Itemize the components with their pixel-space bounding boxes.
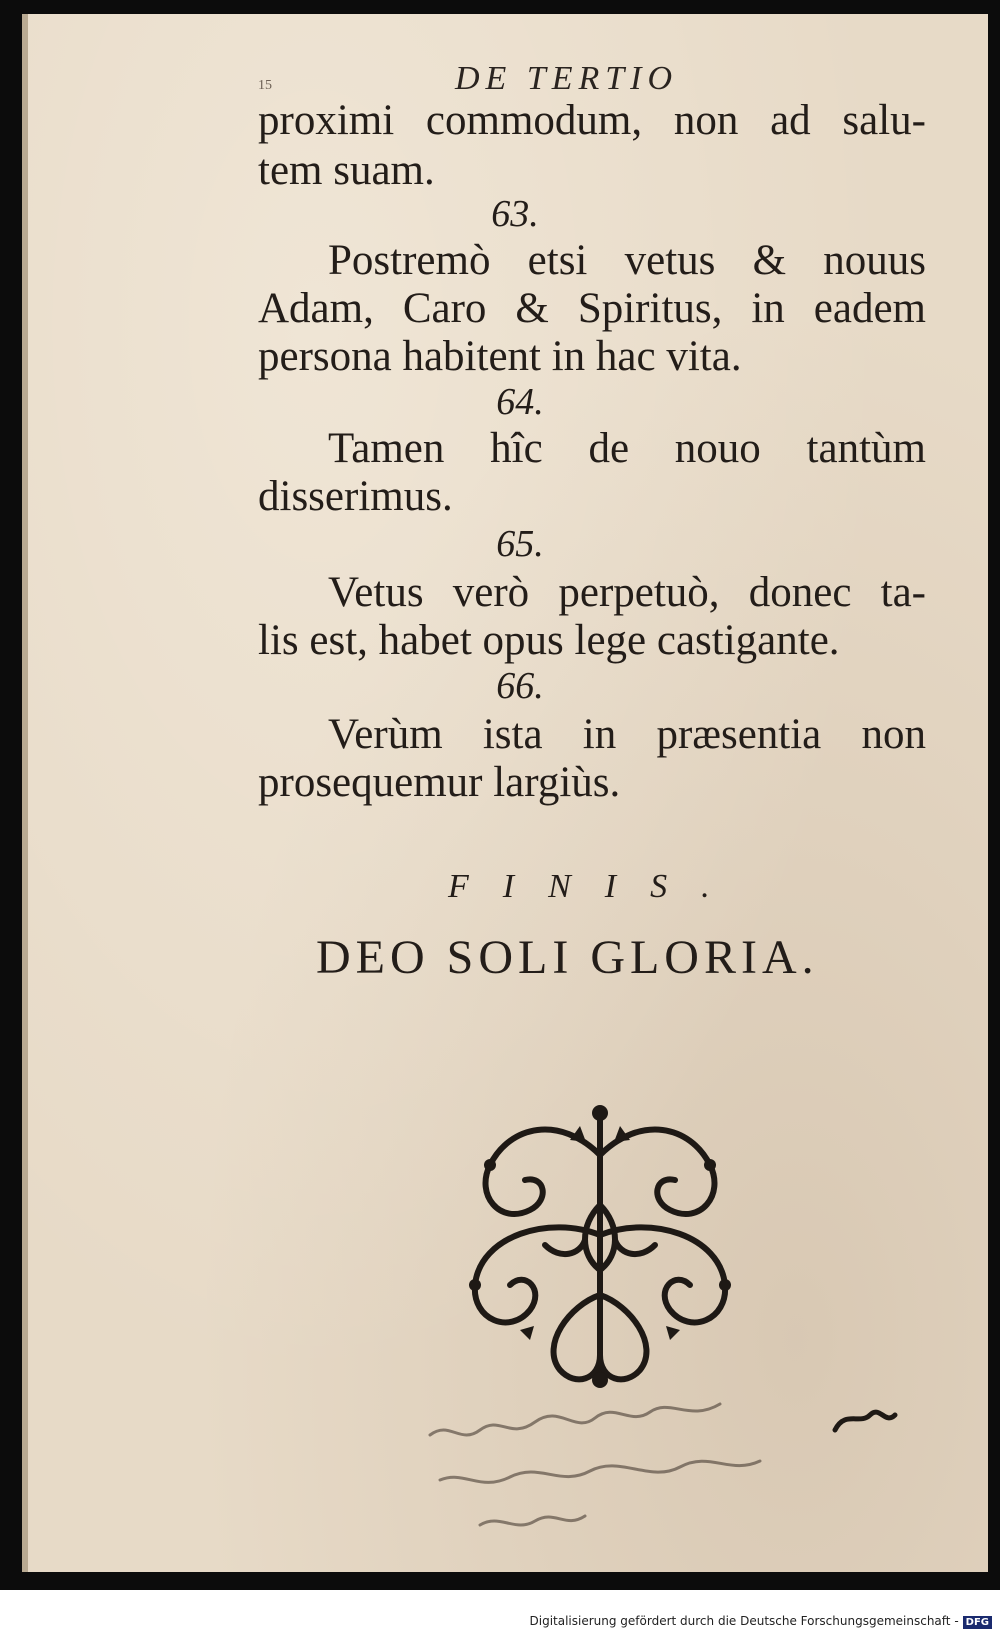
text-line: persona habitent in hac vita. bbox=[258, 333, 742, 380]
folio-mark: 15 bbox=[258, 78, 272, 93]
paragraph-number: 63. bbox=[491, 193, 539, 235]
paragraph-number: 66. bbox=[496, 665, 544, 707]
closing-doxology: DEO SOLI GLORIA. bbox=[316, 931, 819, 984]
finis-heading: FINIS. bbox=[448, 868, 744, 905]
digitization-credit bbox=[530, 1614, 993, 1629]
text-line: disserimus. bbox=[258, 473, 453, 520]
handwritten-annotation-icon bbox=[420, 1395, 940, 1545]
text-line: Verùm ista in præsentia non bbox=[328, 711, 926, 758]
text-line: proximi commodum, non ad salu- bbox=[258, 97, 926, 144]
running-head: DE TERTIO bbox=[455, 60, 679, 97]
paragraph-number: 65. bbox=[496, 523, 544, 565]
text-line: Postremò etsi vetus & nouus bbox=[328, 237, 926, 284]
text-line: Adam, Caro & Spiritus, in eadem bbox=[258, 285, 926, 332]
text-line: tem suam. bbox=[258, 147, 435, 194]
paragraph-number: 64. bbox=[496, 381, 544, 423]
credit-text: Digitalisierung gefördert durch die Deutsche Forschungsgemeinschaft - bbox=[529, 1614, 959, 1628]
dfg-logo: DFG bbox=[963, 1616, 992, 1629]
text-line: lis est, habet opus lege castigante. bbox=[258, 617, 840, 664]
text-line: Tamen hîc de nouo tantùm bbox=[328, 425, 926, 472]
text-line: prosequemur largiùs. bbox=[258, 759, 621, 806]
text-line: Vetus verò perpetuò, donec ta- bbox=[328, 569, 926, 616]
floral-ornament-icon bbox=[450, 1095, 750, 1395]
